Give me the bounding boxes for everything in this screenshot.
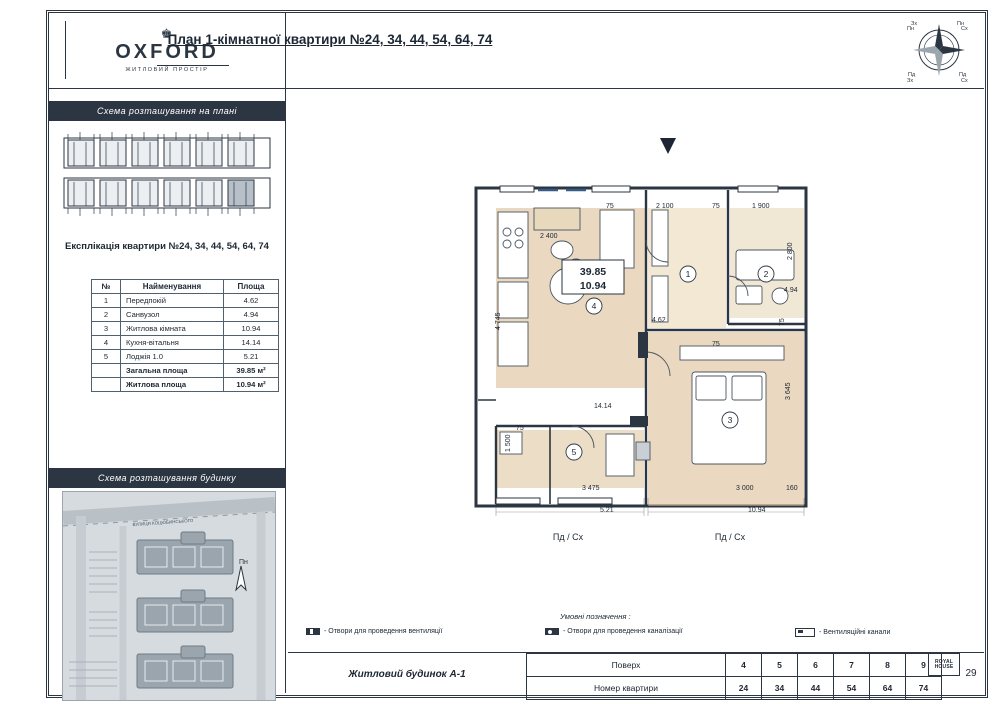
svg-text:Пн: Пн [239, 559, 248, 566]
table-row [92, 322, 279, 336]
legend-item-sewer-opening [545, 628, 683, 635]
table-header-row [92, 280, 279, 294]
developer-logo [928, 653, 960, 676]
total-label: Загальна площа [121, 364, 224, 378]
svg-text:4.94: 4.94 [784, 287, 798, 294]
room-name: Передпокій [121, 294, 224, 308]
building-name: Житловий будинок А-1 [348, 668, 466, 680]
apartment-value: 34 [762, 677, 798, 700]
living-value: 10.94 м² [224, 378, 279, 392]
floor-row [527, 654, 942, 677]
svg-text:4.62: 4.62 [652, 317, 666, 324]
street-label: ВУЛИЦЯ КОЦЮБИНСЬКОГО [132, 517, 194, 528]
svg-text:3 645: 3 645 [785, 382, 792, 400]
crown-icon: ♚ [160, 26, 174, 41]
total-value: 39.85 м² [224, 364, 279, 378]
apartment-value: 64 [870, 677, 906, 700]
keyplan-label: Схема розташування на плані [49, 101, 285, 121]
col-name: Найменування [121, 280, 224, 294]
room-number: 2 [92, 308, 121, 322]
building-name-cell [288, 653, 527, 695]
svg-text:Зх: Зх [911, 21, 918, 27]
svg-text:3 000: 3 000 [736, 485, 754, 492]
room-name: Житлова кімната [121, 322, 224, 336]
table-total-row [92, 378, 279, 392]
svg-text:Пд: Пд [959, 72, 967, 78]
room-area: 5.21 [224, 350, 279, 364]
room-number: 5 [92, 350, 121, 364]
page-title: План 1-кімнатної квартири №24, 34, 44, 54, 64, 74 [167, 32, 493, 47]
room-name: Кухня-вітальня [121, 336, 224, 350]
room-name: Санвузол [121, 308, 224, 322]
apartment-label: Номер квартири [527, 677, 726, 700]
svg-text:2 800: 2 800 [787, 242, 794, 260]
legend-item-vent-duct [795, 628, 890, 637]
room-number: 1 [92, 294, 121, 308]
svg-text:3: 3 [727, 415, 733, 425]
svg-text:75: 75 [712, 341, 720, 348]
apartment-floor-plan [300, 100, 980, 600]
brand-tagline: ЖИТЛОВИЙ ПРОСТІР [125, 67, 209, 73]
svg-text:75: 75 [779, 318, 786, 326]
developer-line1: ROYAL [934, 658, 954, 665]
brand-rule [157, 65, 229, 66]
svg-text:75: 75 [606, 203, 614, 210]
room-area: 10.94 [224, 322, 279, 336]
vent-opening-icon [306, 628, 320, 635]
apartment-value: 74 [906, 677, 942, 700]
legend-label: - Отвори для проведення вентиляції [324, 628, 443, 635]
developer-line2: HOUSE [934, 663, 954, 670]
col-area: Площа [224, 280, 279, 294]
explication-table [91, 279, 279, 392]
legend-label: - Вентиляційні канали [819, 629, 891, 636]
entrance-arrow-icon [660, 138, 676, 154]
site-plan-diagram [62, 491, 276, 701]
svg-text:14.14: 14.14 [594, 403, 612, 410]
explication-title: Експлікація квартири №24, 34, 44, 54, 64, 74 [65, 241, 269, 252]
room-number: 3 [92, 322, 121, 336]
svg-text:Зх: Зх [907, 78, 914, 84]
table-total-row [92, 364, 279, 378]
apartment-value: 24 [726, 677, 762, 700]
svg-text:Пн: Пн [907, 26, 914, 32]
footer [288, 652, 984, 695]
apartment-value: 54 [834, 677, 870, 700]
svg-text:3 475: 3 475 [582, 485, 600, 492]
col-number: № [92, 280, 121, 294]
svg-text:5: 5 [571, 447, 577, 457]
svg-text:39.85: 39.85 [579, 266, 607, 278]
floor-value: 7 [834, 654, 870, 677]
svg-text:Пд: Пд [908, 72, 916, 78]
orientation-label-right: Пд / Сх [714, 532, 746, 542]
sewer-opening-icon [545, 628, 559, 635]
floor-value: 4 [726, 654, 762, 677]
apartment-value: 44 [798, 677, 834, 700]
orientation-label-left: Пд / Сх [552, 532, 584, 542]
svg-text:75: 75 [516, 425, 524, 432]
svg-text:Пн: Пн [957, 21, 964, 27]
room-area: 14.14 [224, 336, 279, 350]
compass-rose [905, 16, 973, 84]
svg-text:4 745: 4 745 [495, 312, 502, 330]
floor-label: Поверх [527, 654, 726, 677]
sidebar [49, 13, 286, 693]
table-row [92, 308, 279, 322]
table-row [92, 350, 279, 364]
floor-value: 9 [906, 654, 942, 677]
svg-text:1 500: 1 500 [505, 434, 512, 452]
svg-text:160: 160 [786, 485, 798, 492]
floor-value: 8 [870, 654, 906, 677]
vent-duct-icon [795, 628, 815, 637]
table-row [92, 336, 279, 350]
living-label: Житлова площа [121, 378, 224, 392]
svg-text:2 100: 2 100 [656, 203, 674, 210]
svg-text:5.21: 5.21 [600, 507, 614, 514]
room-name: Лоджія 1.0 [121, 350, 224, 364]
brand-name: OXFORD [115, 41, 219, 63]
floor-value: 6 [798, 654, 834, 677]
svg-text:2 400: 2 400 [540, 233, 558, 240]
svg-text:1: 1 [685, 269, 691, 279]
houseplan-label: Схема розташування будинку [49, 468, 285, 488]
svg-text:10.94: 10.94 [748, 507, 766, 514]
svg-text:1 900: 1 900 [752, 203, 770, 210]
legend-label: - Отвори для проведення каналізації [563, 628, 683, 635]
legend-title: Умовні позначення : [560, 612, 631, 621]
table-row [92, 294, 279, 308]
svg-text:2: 2 [763, 269, 769, 279]
apartment-row [527, 677, 942, 700]
brand-logo-block [49, 13, 285, 89]
svg-text:Сх: Сх [961, 26, 968, 32]
legend-item-vent-opening [306, 628, 442, 635]
svg-text:10.94: 10.94 [579, 280, 607, 292]
floor-value: 5 [762, 654, 798, 677]
page-number: 29 [965, 668, 977, 679]
room-area: 4.62 [224, 294, 279, 308]
room-number: 4 [92, 336, 121, 350]
floor-apartment-table [526, 653, 942, 700]
keyplan-diagram [62, 130, 272, 218]
header [286, 13, 984, 89]
area-badge [562, 260, 624, 294]
svg-text:Сх: Сх [961, 78, 968, 84]
room-area: 4.94 [224, 308, 279, 322]
svg-text:75: 75 [712, 203, 720, 210]
svg-text:4: 4 [591, 301, 597, 311]
